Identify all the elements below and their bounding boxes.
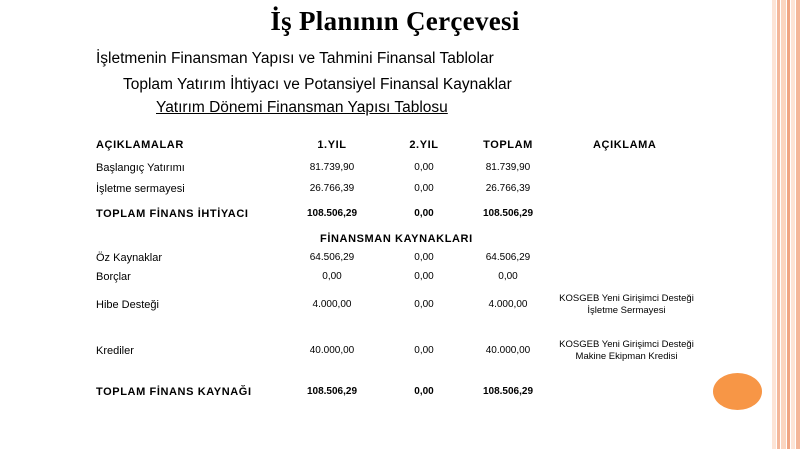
col-header-total: TOPLAM bbox=[483, 139, 533, 151]
row-year1: 40.000,00 bbox=[309, 345, 355, 356]
row-note-line1: KOSGEB Yeni Girişimci Desteği bbox=[559, 339, 694, 350]
row-label: Krediler bbox=[96, 345, 134, 357]
slide-title: İş Planının Çerçevesi bbox=[270, 6, 520, 36]
row-total: 0,00 bbox=[498, 271, 518, 282]
row-total: 64.506,29 bbox=[485, 252, 531, 263]
row-total: 108.506,29 bbox=[482, 208, 534, 219]
row-note-line1: KOSGEB Yeni Girişimci Desteği bbox=[559, 293, 694, 304]
col-header-year2: 2.YIL bbox=[409, 139, 439, 151]
decorative-orange-circle bbox=[713, 373, 762, 410]
row-year2: 0,00 bbox=[414, 271, 434, 282]
heading-3: Yatırım Dönemi Finansman Yapısı Tablosu bbox=[156, 99, 448, 116]
row-year1: 108.506,29 bbox=[306, 386, 358, 397]
row-total: 4.000,00 bbox=[488, 299, 528, 310]
row-year1: 64.506,29 bbox=[309, 252, 355, 263]
heading-1: İşletmenin Finansman Yapısı ve Tahmini Finansal Tablolar bbox=[96, 50, 494, 67]
heading-2: Toplam Yatırım İhtiyacı ve Potansiyel Finansal Kaynaklar bbox=[123, 76, 512, 93]
row-year2: 0,00 bbox=[414, 183, 434, 194]
col-header-aciklama: AÇIKLAMA bbox=[593, 139, 657, 151]
row-label: Başlangıç Yatırımı bbox=[96, 162, 185, 174]
row-total: 81.739,90 bbox=[485, 162, 531, 173]
row-year2: 0,00 bbox=[414, 386, 434, 397]
section-title: FİNANSMAN KAYNAKLARI bbox=[320, 233, 473, 245]
row-year1: 4.000,00 bbox=[312, 299, 352, 310]
row-year1: 108.506,29 bbox=[306, 208, 358, 219]
row-label: Borçlar bbox=[96, 271, 131, 283]
row-note bbox=[545, 339, 708, 363]
col-header-aciklamalar: AÇIKLAMALAR bbox=[96, 139, 184, 151]
row-total: 40.000,00 bbox=[485, 345, 531, 356]
row-label: İşletme sermayesi bbox=[96, 183, 185, 195]
row-label: Öz Kaynaklar bbox=[96, 252, 163, 264]
col-header-year1: 1.YIL bbox=[317, 139, 347, 151]
row-total: 108.506,29 bbox=[482, 386, 534, 397]
decorative-stripes bbox=[772, 0, 800, 449]
row-label: TOPLAM FİNANS İHTİYACI bbox=[96, 208, 249, 220]
row-total: 26.766,39 bbox=[485, 183, 531, 194]
row-year2: 0,00 bbox=[414, 345, 434, 356]
row-year1: 26.766,39 bbox=[309, 183, 355, 194]
row-label: TOPLAM FİNANS KAYNAĞI bbox=[96, 386, 252, 398]
row-note bbox=[545, 293, 708, 317]
row-label: Hibe Desteği bbox=[96, 299, 159, 311]
row-year2: 0,00 bbox=[414, 162, 434, 173]
row-note-line2: Makine Ekipman Kredisi bbox=[575, 351, 678, 362]
row-year1: 0,00 bbox=[322, 271, 342, 282]
row-note-line2: İşletme Sermayesi bbox=[587, 305, 666, 316]
row-year2: 0,00 bbox=[414, 252, 434, 263]
row-year2: 0,00 bbox=[414, 299, 434, 310]
row-year2: 0,00 bbox=[414, 208, 434, 219]
row-year1: 81.739,90 bbox=[309, 162, 355, 173]
